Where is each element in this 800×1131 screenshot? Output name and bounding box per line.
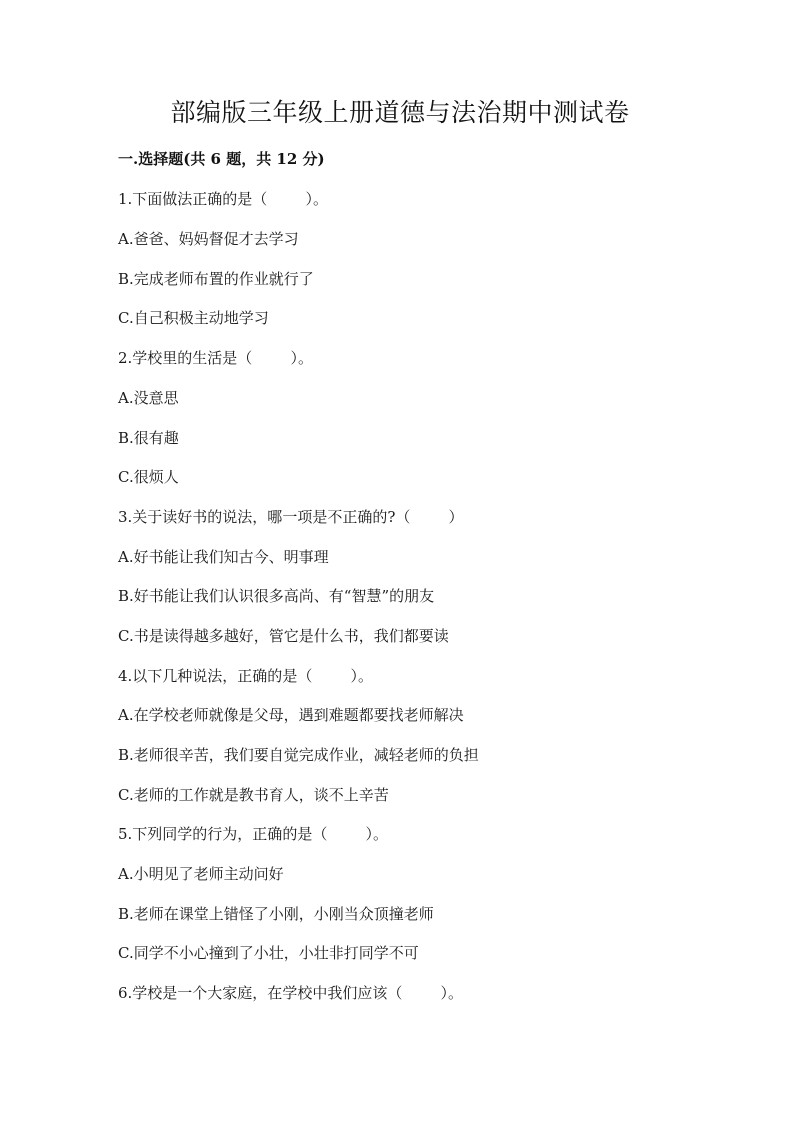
question-stem: 6.学校是一个大家庭，在学校中我们应该（ ）。 <box>118 984 463 1002</box>
option-b: B.好书能让我们认识很多高尚、有“智慧”的朋友 <box>118 587 435 605</box>
question-stem: 5.下列同学的行为，正确的是（ ）。 <box>118 825 388 843</box>
option-b: B.老师在课堂上错怪了小刚，小刚当众顶撞老师 <box>118 905 434 923</box>
option-b: B.完成老师布置的作业就行了 <box>118 270 314 288</box>
option-c: C.老师的工作就是教书育人，谈不上辛苦 <box>118 786 389 804</box>
section-heading: 一.选择题(共 6 题，共 12 分) <box>118 150 325 168</box>
option-c: C.自己积极主动地学习 <box>118 309 269 327</box>
option-b: B.很有趣 <box>118 429 179 447</box>
question-stem: 1.下面做法正确的是（ ）。 <box>118 190 328 208</box>
option-a: A.小明见了老师主动问好 <box>118 865 284 883</box>
question-stem: 2.学校里的生活是（ ）。 <box>118 349 313 367</box>
page-title: 部编版三年级上册道德与法治期中测试卷 <box>170 98 630 127</box>
option-a: A.没意思 <box>118 389 179 407</box>
option-c: C.同学不小心撞到了小壮，小壮非打同学不可 <box>118 944 419 962</box>
option-c: C.书是读得越多越好，管它是什么书，我们都要读 <box>118 627 449 645</box>
option-a: A.在学校老师就像是父母，遇到难题都要找老师解决 <box>118 706 464 724</box>
option-b: B.老师很辛苦，我们要自觉完成作业，减轻老师的负担 <box>118 746 479 764</box>
option-c: C.很烦人 <box>118 468 179 486</box>
option-a: A.爸爸、妈妈督促才去学习 <box>118 230 299 248</box>
question-stem: 3.关于读好书的说法，哪一项是不正确的?（ ） <box>118 508 464 526</box>
option-a: A.好书能让我们知古今、明事理 <box>118 548 329 566</box>
question-stem: 4.以下几种说法，正确的是（ ）。 <box>118 667 373 685</box>
